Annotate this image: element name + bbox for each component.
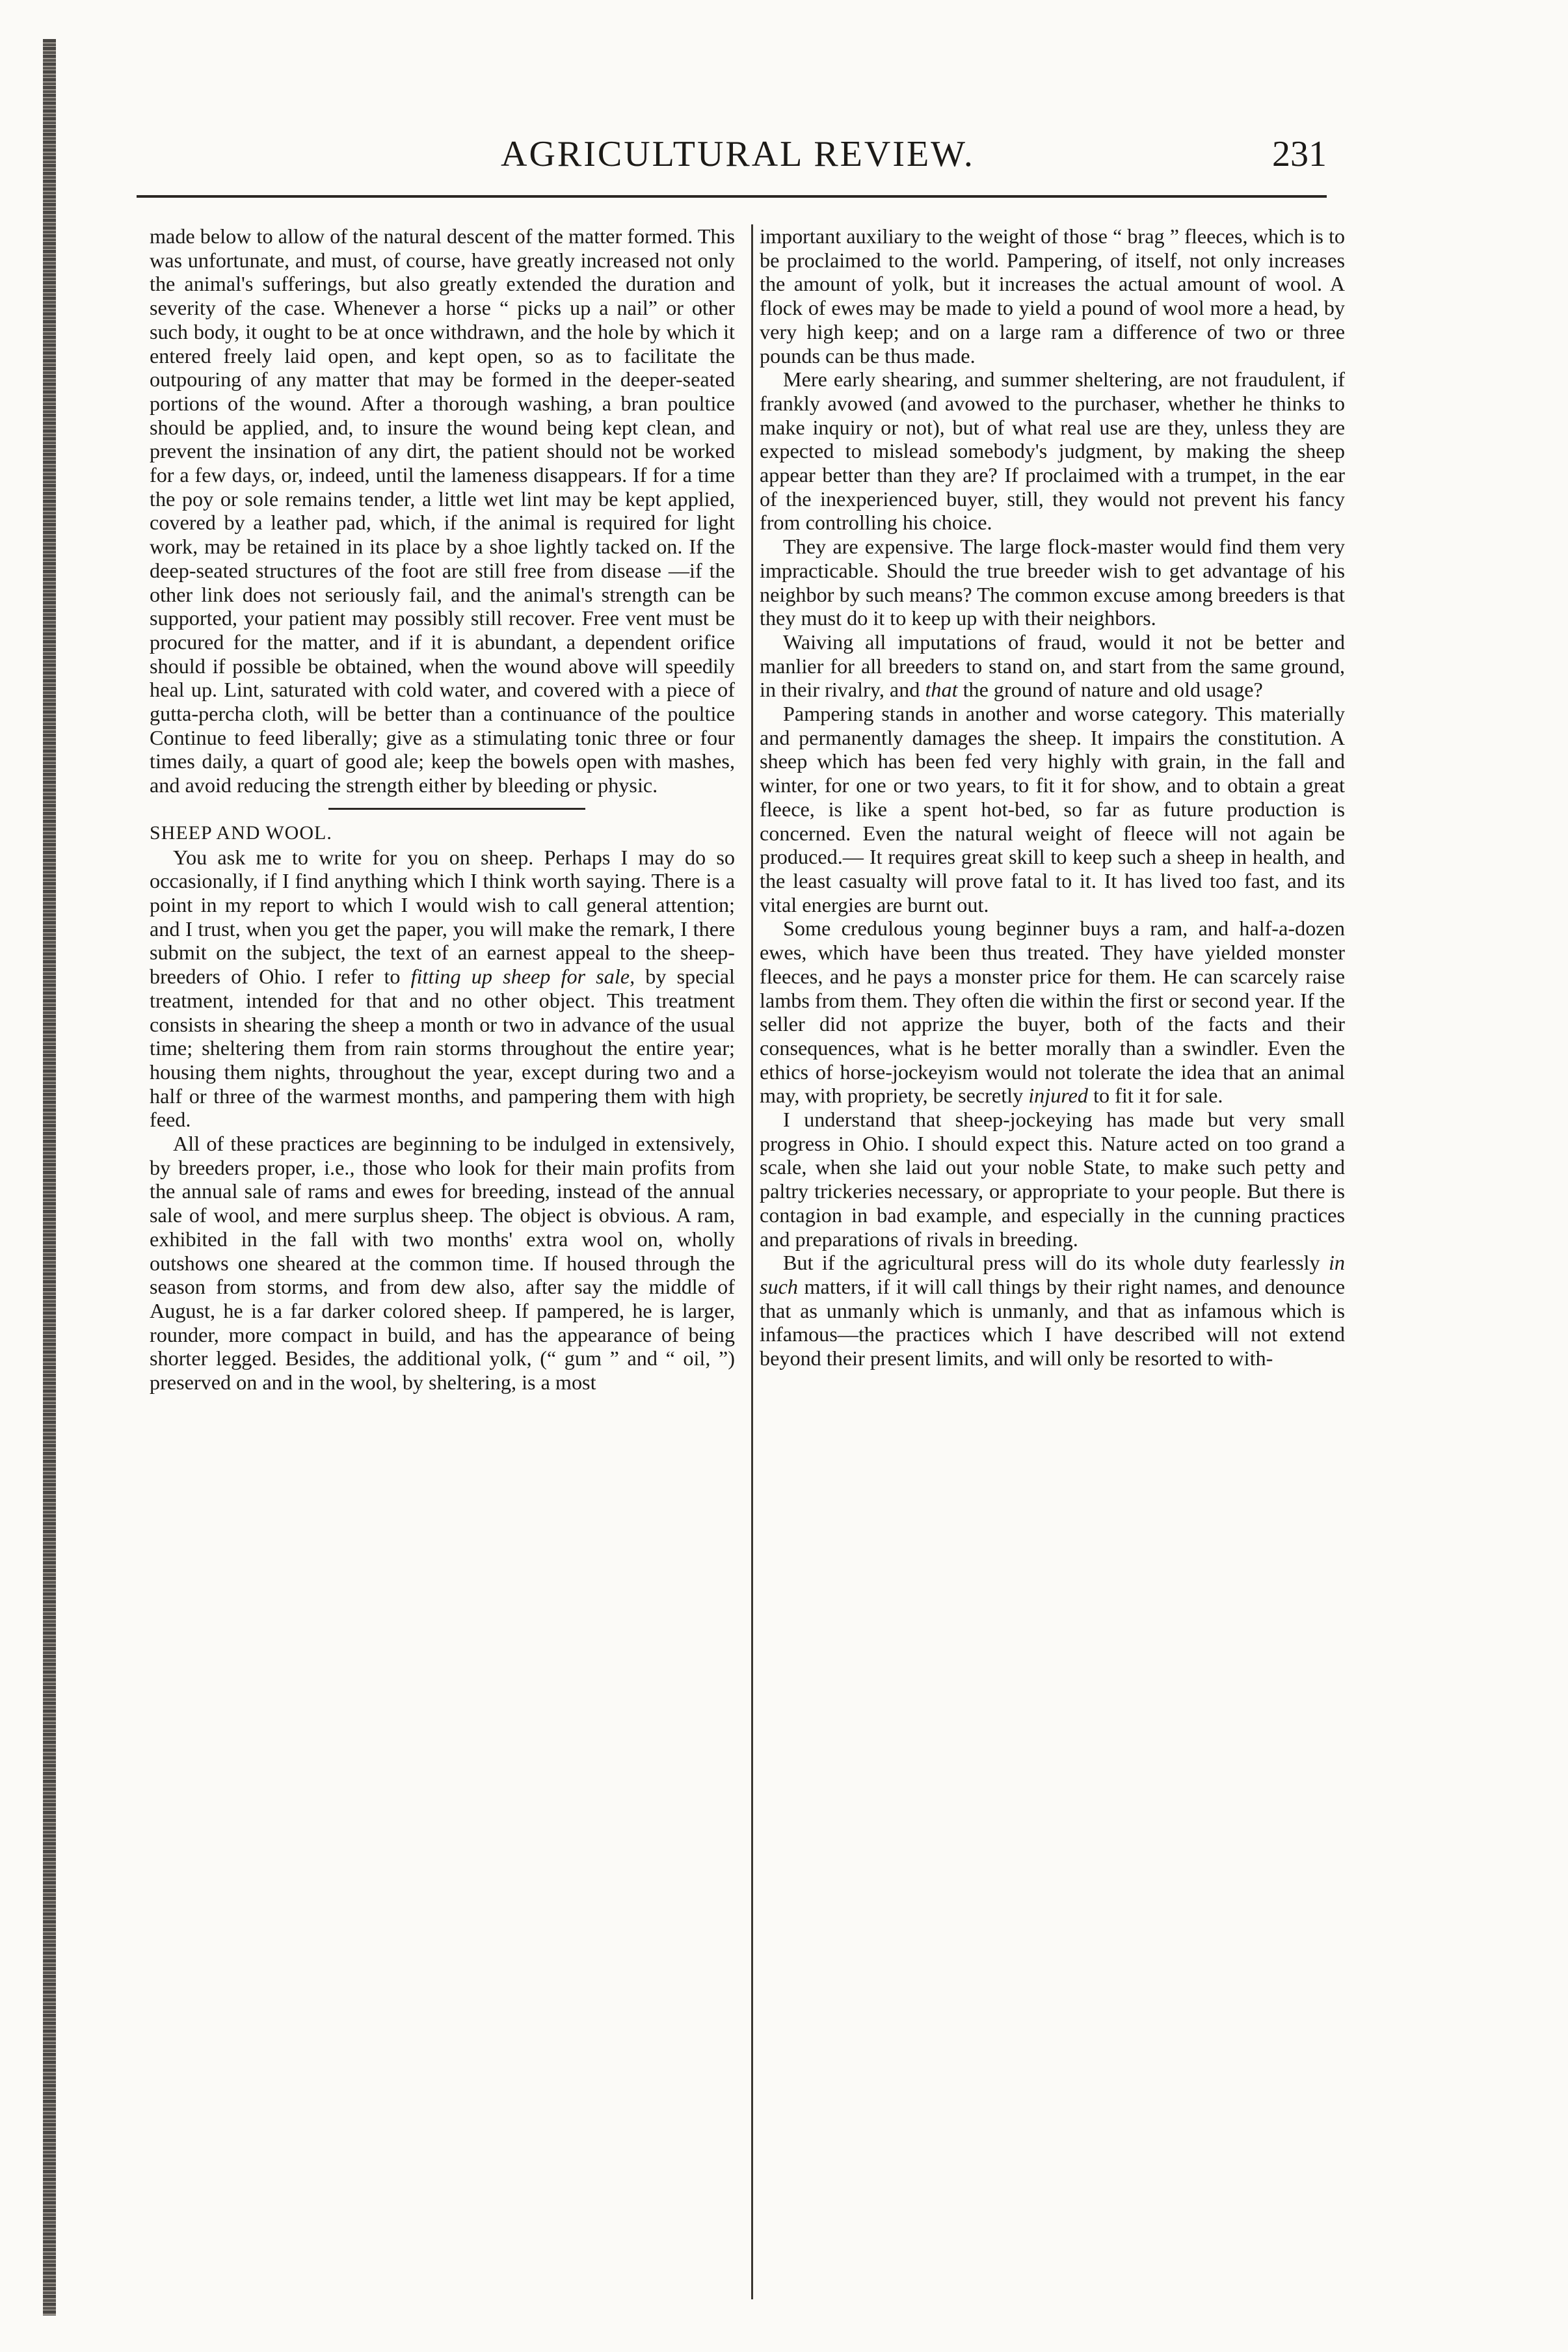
right-paragraph-6-text-a: Some credulous young beginner buys a ram, and half-a-dozen ewes, which have been thus treated. They have yielded monster fleeces, and he pays a monster price for them. He can scarcely raise lambs from them. They often die within the first or second year. If the seller did not apprize the buyer, both of the facts and their consequences, what is he better morally than a swindler. Even the ethics of horse-jockeyism would not tolerate the idea that an animal may, with propriety, be secretly — [760, 916, 1345, 1108]
header-rule — [137, 195, 1327, 198]
right-paragraph-5: Pampering stands in another and worse category. This materially and permanently damages the sheep. It impairs the constitution. A sheep which has been fed very highly with grain, in the fall and winter, for one or two years, to fit it for show, and to obtain a great fleece, is like a spent hot-bed, so far as future production is concerned. Even the natural weight of fleece will not again be produced.— It requires great skill to keep such a sheep in health, and the least casualty will prove fatal to it. It has lived too fast, and its vital energies are burnt out. — [760, 702, 1345, 916]
page-number: 231 — [1272, 134, 1327, 174]
right-paragraph-6 — [760, 916, 1345, 1108]
right-paragraph-6-emphasis: injured — [1028, 1084, 1089, 1108]
right-paragraph-4-emphasis: that — [925, 678, 958, 702]
right-column — [760, 224, 1345, 1370]
right-paragraph-8-emphasis: in such — [760, 1251, 1345, 1298]
right-paragraph-7: I understand that sheep-jockeying has made but very small progress in Ohio. I should expect this. Nature acted on too grand a scale, when she laid out your noble State, to make such petty and paltry trickeries necessary, or appropriate to your people. But there is contagion in bad example, and especially in the cunning practices and preparations of rivals in breeding. — [760, 1108, 1345, 1251]
right-paragraph-8-text-a: But if the agricultural press will do its whole duty fearlessly — [783, 1251, 1329, 1275]
section-title: SHEEP AND WOOL. — [150, 822, 332, 844]
right-paragraph-8-text-b: matters, if it will call things by their right names, and denounce that as unmanly which is unmanly, and that as infamous which is infamous—the practices which I have described will not extend beyond their present limits, and will only be resorted to with- — [760, 1274, 1345, 1370]
right-paragraph-3: They are expensive. The large flock-master would find them very impracticable. Should the true breeder wish to get advantage of his neighbor by such means? The common excuse among breeders is that they must do it to keep up with their neighbors. — [760, 535, 1345, 630]
right-paragraph-6-text-b: to fit it for sale. — [1088, 1084, 1223, 1108]
left-column — [150, 224, 735, 1395]
left-paragraph-2-text-b: by special treatment, intended for that and no other object. This treatment consists in shearing the sheep a month or two in advance of the usual time; sheltering them from rain storms throughout the entire year; housing them nights, throughout the year, except during two and a half or three of the warmest months, and pampering them with high feed. — [150, 965, 735, 1132]
right-paragraph-4-text-a: Waiving all imputations of fraud, would it not be better and manlier for all breeders to stand on, and start from the same ground, in their rivalry, and — [760, 630, 1345, 702]
left-paragraph-2-text-a: You ask me to write for you on sheep. Perhaps I may do so occasionally, if I find anything which I think worth saying. There is a point in my report to which I would wish to call general attention; and I trust, when you get the paper, you will make the remark, I there submit on the subject, the text of an earnest appeal to the sheep-breeders of Ohio. I refer to — [150, 845, 735, 989]
right-paragraph-1: important auxiliary to the weight of those “ brag ” fleeces, which is to be proclaimed to the world. Pampering, of itself, not only increases the amount of yolk, but it increases the actual amount of wool. A flock of ewes may be made to yield a pound of wool more a head, by very high keep; and on a large ram a difference of two or three pounds can be thus made. — [760, 224, 1345, 368]
page-header — [137, 133, 1327, 185]
right-paragraph-2: Mere early shearing, and summer sheltering, are not fraudulent, if frankly avowed (and avowed to the purchaser, whether he thinks to make inquiry or not), but of what real use are they, unless they are expected to mislead somebody's judgment, by making the sheep appear better than they are? If proclaimed with a trumpet, in the ear of the inexperienced buyer, still, they would not prevent his fancy from controlling his choice. — [760, 368, 1345, 535]
section-rule — [328, 808, 585, 810]
left-paragraph-2-emphasis: fitting up sheep for sale, — [410, 965, 635, 989]
right-paragraph-4-text-b: the ground of nature and old usage? — [957, 678, 1263, 702]
running-head: AGRICULTURAL REVIEW. — [501, 134, 975, 174]
right-paragraph-4 — [760, 630, 1345, 702]
left-paragraph-1: made below to allow of the natural descent of the matter formed. This was unfortunate, and must, of course, have greatly increased not only the animal's sufferings, but also greatly extended the duration and severity of the case. Whenever a horse “ picks up a nail” or other such body, it ought to be at once withdrawn, and the hole by which it entered freely laid open, and kept open, so as to facilitate the outpouring of any matter that may be formed in the deeper-seated portions of the wound. After a thorough washing, a bran poultice should be applied, and, to insure the wound being kept clean, and prevent the insination of any dirt, the patient should not be worked for a few days, or, indeed, until the lameness disappears. If for a time the poy or sole remains tender, a little wet lint may be kept applied, covered by a leather pad, which, if the animal is required for light work, may be retained in its place by a shoe lightly tacked on. If the deep-seated structures of the foot are still free from disease —if the other link does not seriously fail, and the animal's strength can be supported, your patient may possibly still recover. Free vent must be procured for the matter, and if it is abundant, a dependent orifice should if possible be obtained, when the wound above will speedily heal up. Lint, saturated with cold water, and covered with a piece of gutta-percha cloth, will be better than a continuance of the poultice Continue to feed liberally; give as a stimulating tonic three or four times daily, a quart of good ale; keep the bowels open with mashes, and avoid reducing the strength either by bleeding or physic. — [150, 224, 735, 797]
left-paragraph-2 — [150, 846, 735, 1132]
column-divider — [751, 224, 753, 2299]
right-paragraph-8 — [760, 1251, 1345, 1370]
binding-edge — [43, 39, 56, 2316]
left-paragraph-3: All of these practices are beginning to be indulged in extensively, by breeders proper, i.e., those who look for their main profits from the annual sale of rams and ewes for breeding, instead of the annual sale of wool, and mere surplus sheep. The object is obvious. A ram, exhibited in the fall with two months' extra wool on, wholly outshows one sheared at the common time. If housed through the season from storms, and from dew also, after say the middle of August, he is a far darker colored sheep. If pampered, he is larger, rounder, more compact in build, and has the appearance of being shorter legged. Besides, the additional yolk, (“ gum ” and “ oil, ”) preserved on and in the wool, by sheltering, is a most — [150, 1132, 735, 1395]
